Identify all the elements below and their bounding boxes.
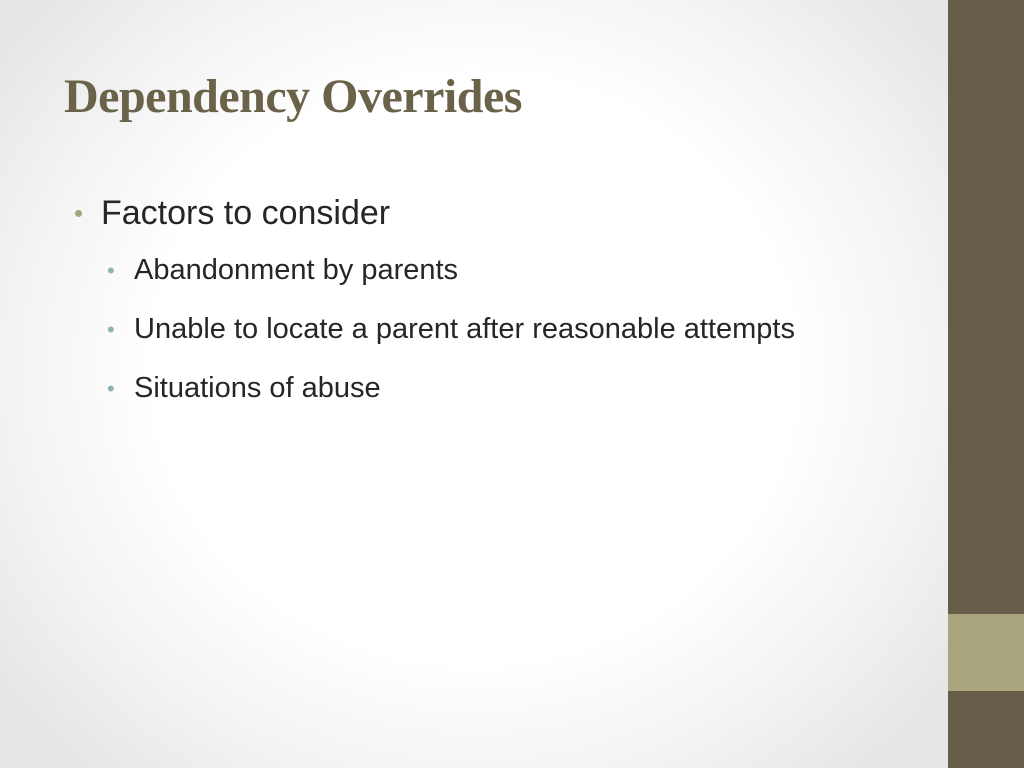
bullet-text: Factors to consider [101,194,391,232]
sub-bullet-dot-icon: • [107,258,115,283]
bullet-item-factors [74,190,874,236]
sub-bullet-text: Situations of abuse [134,372,381,404]
sub-bullet-dot-icon: • [107,317,115,342]
sub-bullet-text: Unable to locate a parent after reasonable attempts [134,313,795,345]
sub-bullet-item-unable-to-locate [107,305,854,354]
sub-bullet-item-abuse [107,364,854,413]
bullet-dot-icon: • [74,198,84,228]
slide-title: Dependency Overrides [64,70,522,123]
sub-bullet-dot-icon: • [107,376,115,401]
side-decor-accent-block [948,614,1024,691]
sub-bullet-text: Abandonment by parents [134,254,459,286]
sub-bullet-item-abandonment [107,246,854,295]
bullet-list [74,190,874,423]
